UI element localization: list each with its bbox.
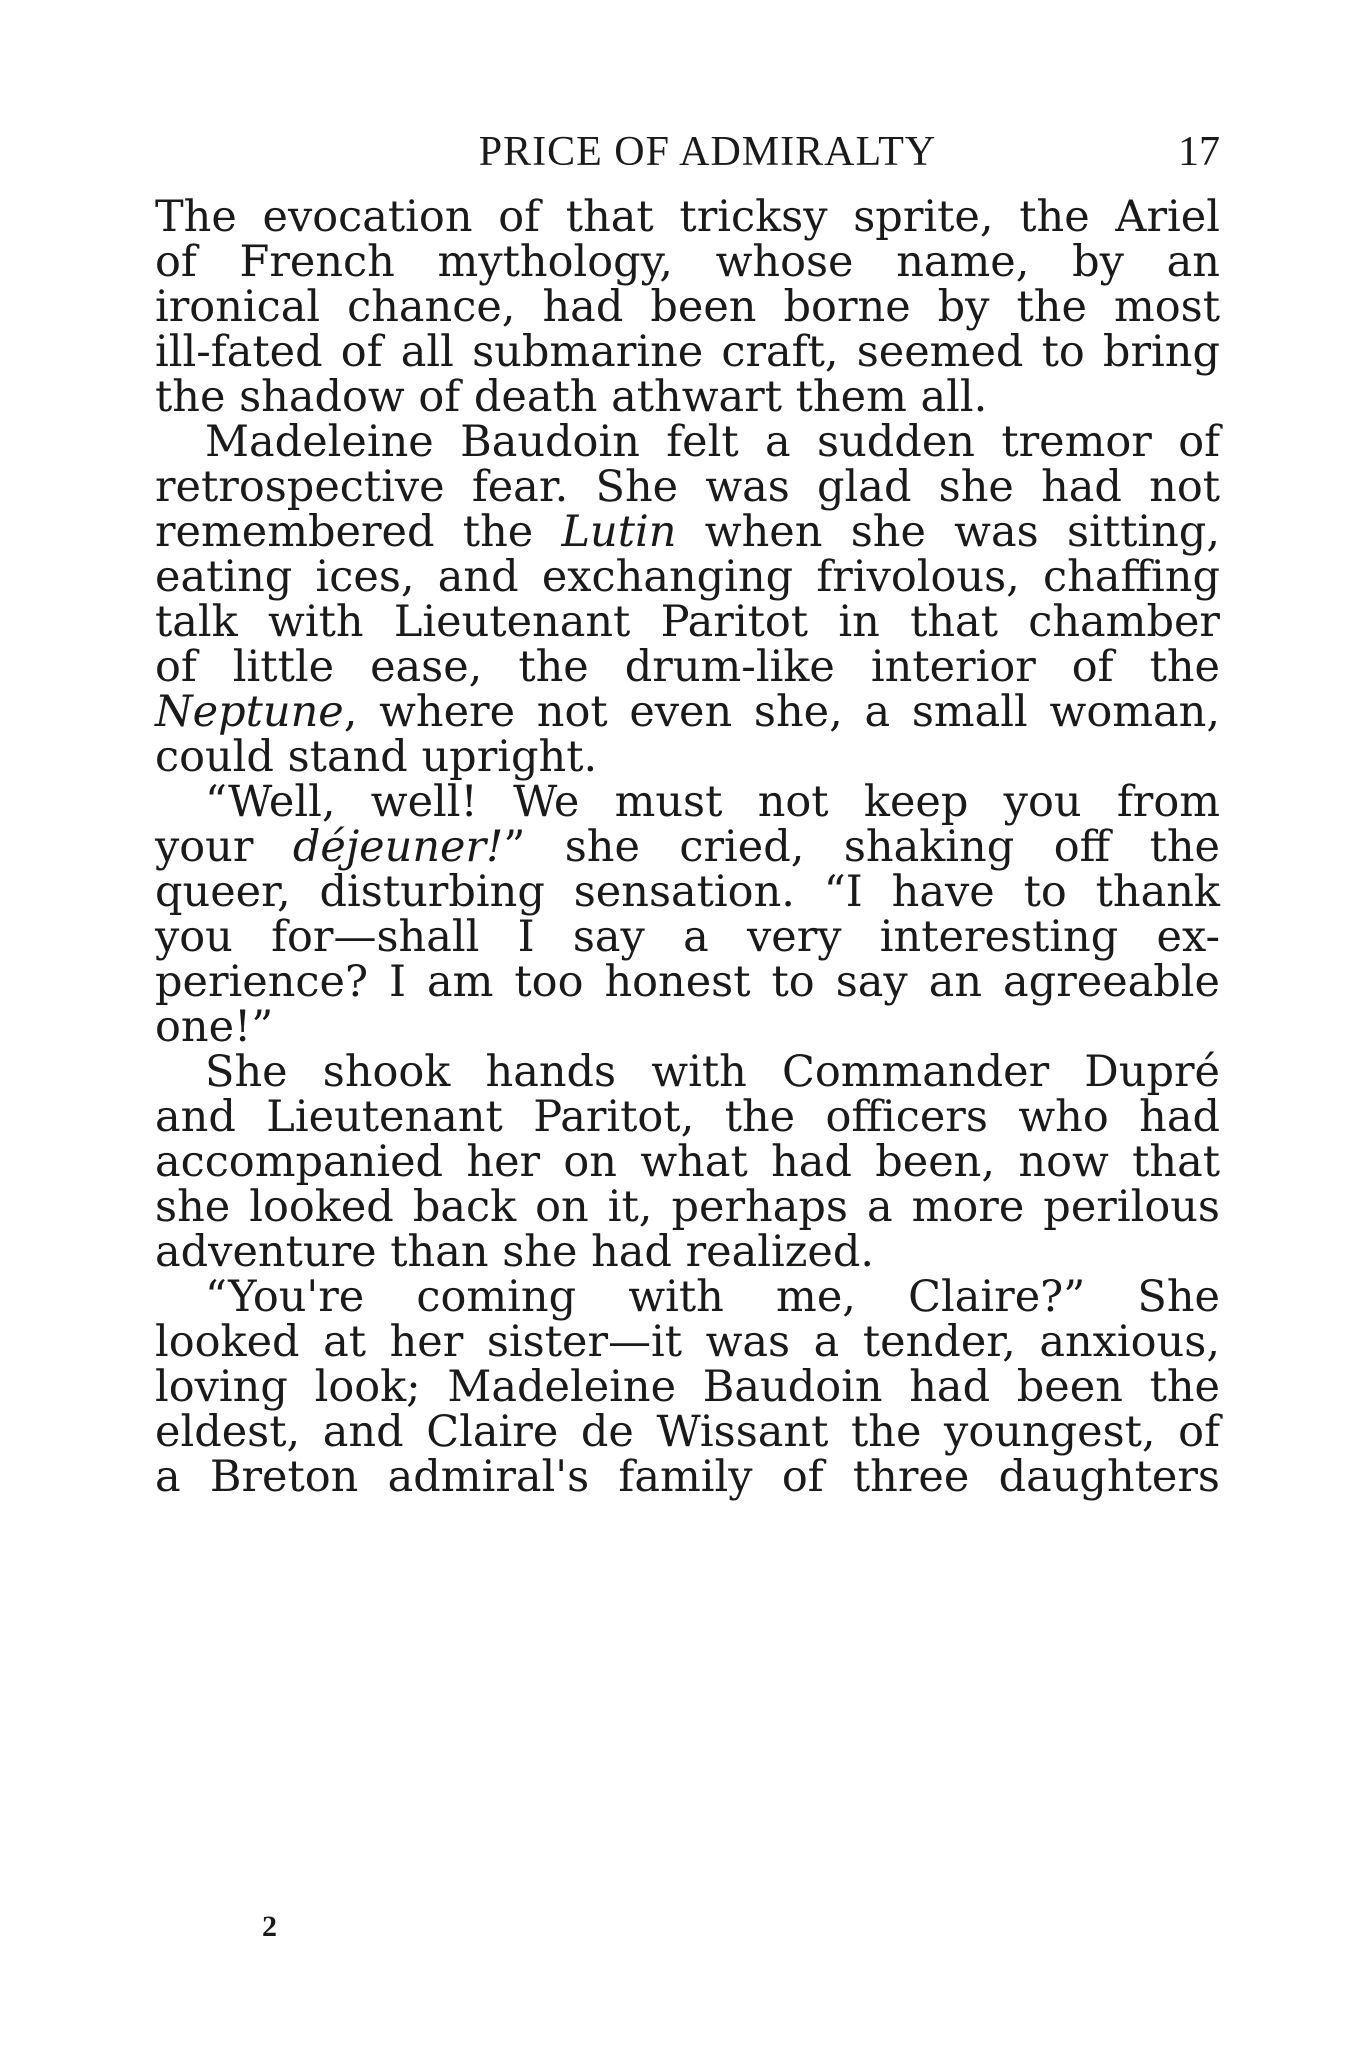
text-line: The evocation of that tricksy sprite, the Ariel xyxy=(155,192,1220,242)
page-number: 17 xyxy=(1178,129,1220,175)
text-line: She shook hands with Commander Dupré xyxy=(205,1047,1220,1097)
text-line: eating ices, and exchanging frivolous, chaffing xyxy=(155,552,1220,602)
text-line: loving look; Madeleine Baudoin had been the xyxy=(155,1362,1220,1412)
text-line: of French mythology, whose name, by an xyxy=(155,237,1220,287)
text-line: “Well, well! We must not keep you from xyxy=(205,777,1220,827)
text-line: perience? I am too honest to say an agreeable xyxy=(155,957,1220,1007)
text-line: talk with Lieutenant Paritot in that chamber xyxy=(155,597,1220,647)
text-line: Neptune, where not even she, a small woman, xyxy=(155,687,1220,737)
text-line: adventure than she had realized. xyxy=(155,1227,875,1277)
text-line: of little ease, the drum-like interior of the xyxy=(155,642,1220,692)
text-line: retrospective fear. She was glad she had not xyxy=(155,462,1220,512)
text-line: ironical chance, had been borne by the most xyxy=(155,282,1220,332)
text-line: could stand upright. xyxy=(155,732,598,782)
text-line: remembered the Lutin when she was sitting, xyxy=(155,507,1220,557)
text-line: accompanied her on what had been, now that xyxy=(155,1137,1220,1187)
text-line: you for—shall I say a very interesting ex- xyxy=(155,912,1220,962)
text-line: she looked back on it, perhaps a more perilous xyxy=(155,1182,1220,1232)
text-line: a Breton admiral's family of three daughters xyxy=(155,1452,1220,1502)
text-line: looked at her sister—it was a tender, anxious, xyxy=(155,1317,1220,1367)
text-line: and Lieutenant Paritot, the officers who had xyxy=(155,1092,1220,1142)
text-line: “You're coming with me, Claire?” She xyxy=(205,1272,1220,1322)
signature-mark: 2 xyxy=(262,1910,277,1943)
text-line: the shadow of death athwart them all. xyxy=(155,372,988,422)
text-line: eldest, and Claire de Wissant the youngest, of xyxy=(155,1407,1220,1457)
running-title: PRICE OF ADMIRALTY xyxy=(478,129,937,175)
text-line: ill-fated of all submarine craft, seemed to bring xyxy=(155,327,1220,377)
text-line: one!” xyxy=(155,1002,274,1052)
text-line: your déjeuner!” she cried, shaking off the xyxy=(155,822,1220,872)
text-line: Madeleine Baudoin felt a sudden tremor of xyxy=(205,417,1220,467)
running-head xyxy=(155,122,1220,182)
text-line: queer, disturbing sensation. “I have to thank xyxy=(155,867,1220,917)
